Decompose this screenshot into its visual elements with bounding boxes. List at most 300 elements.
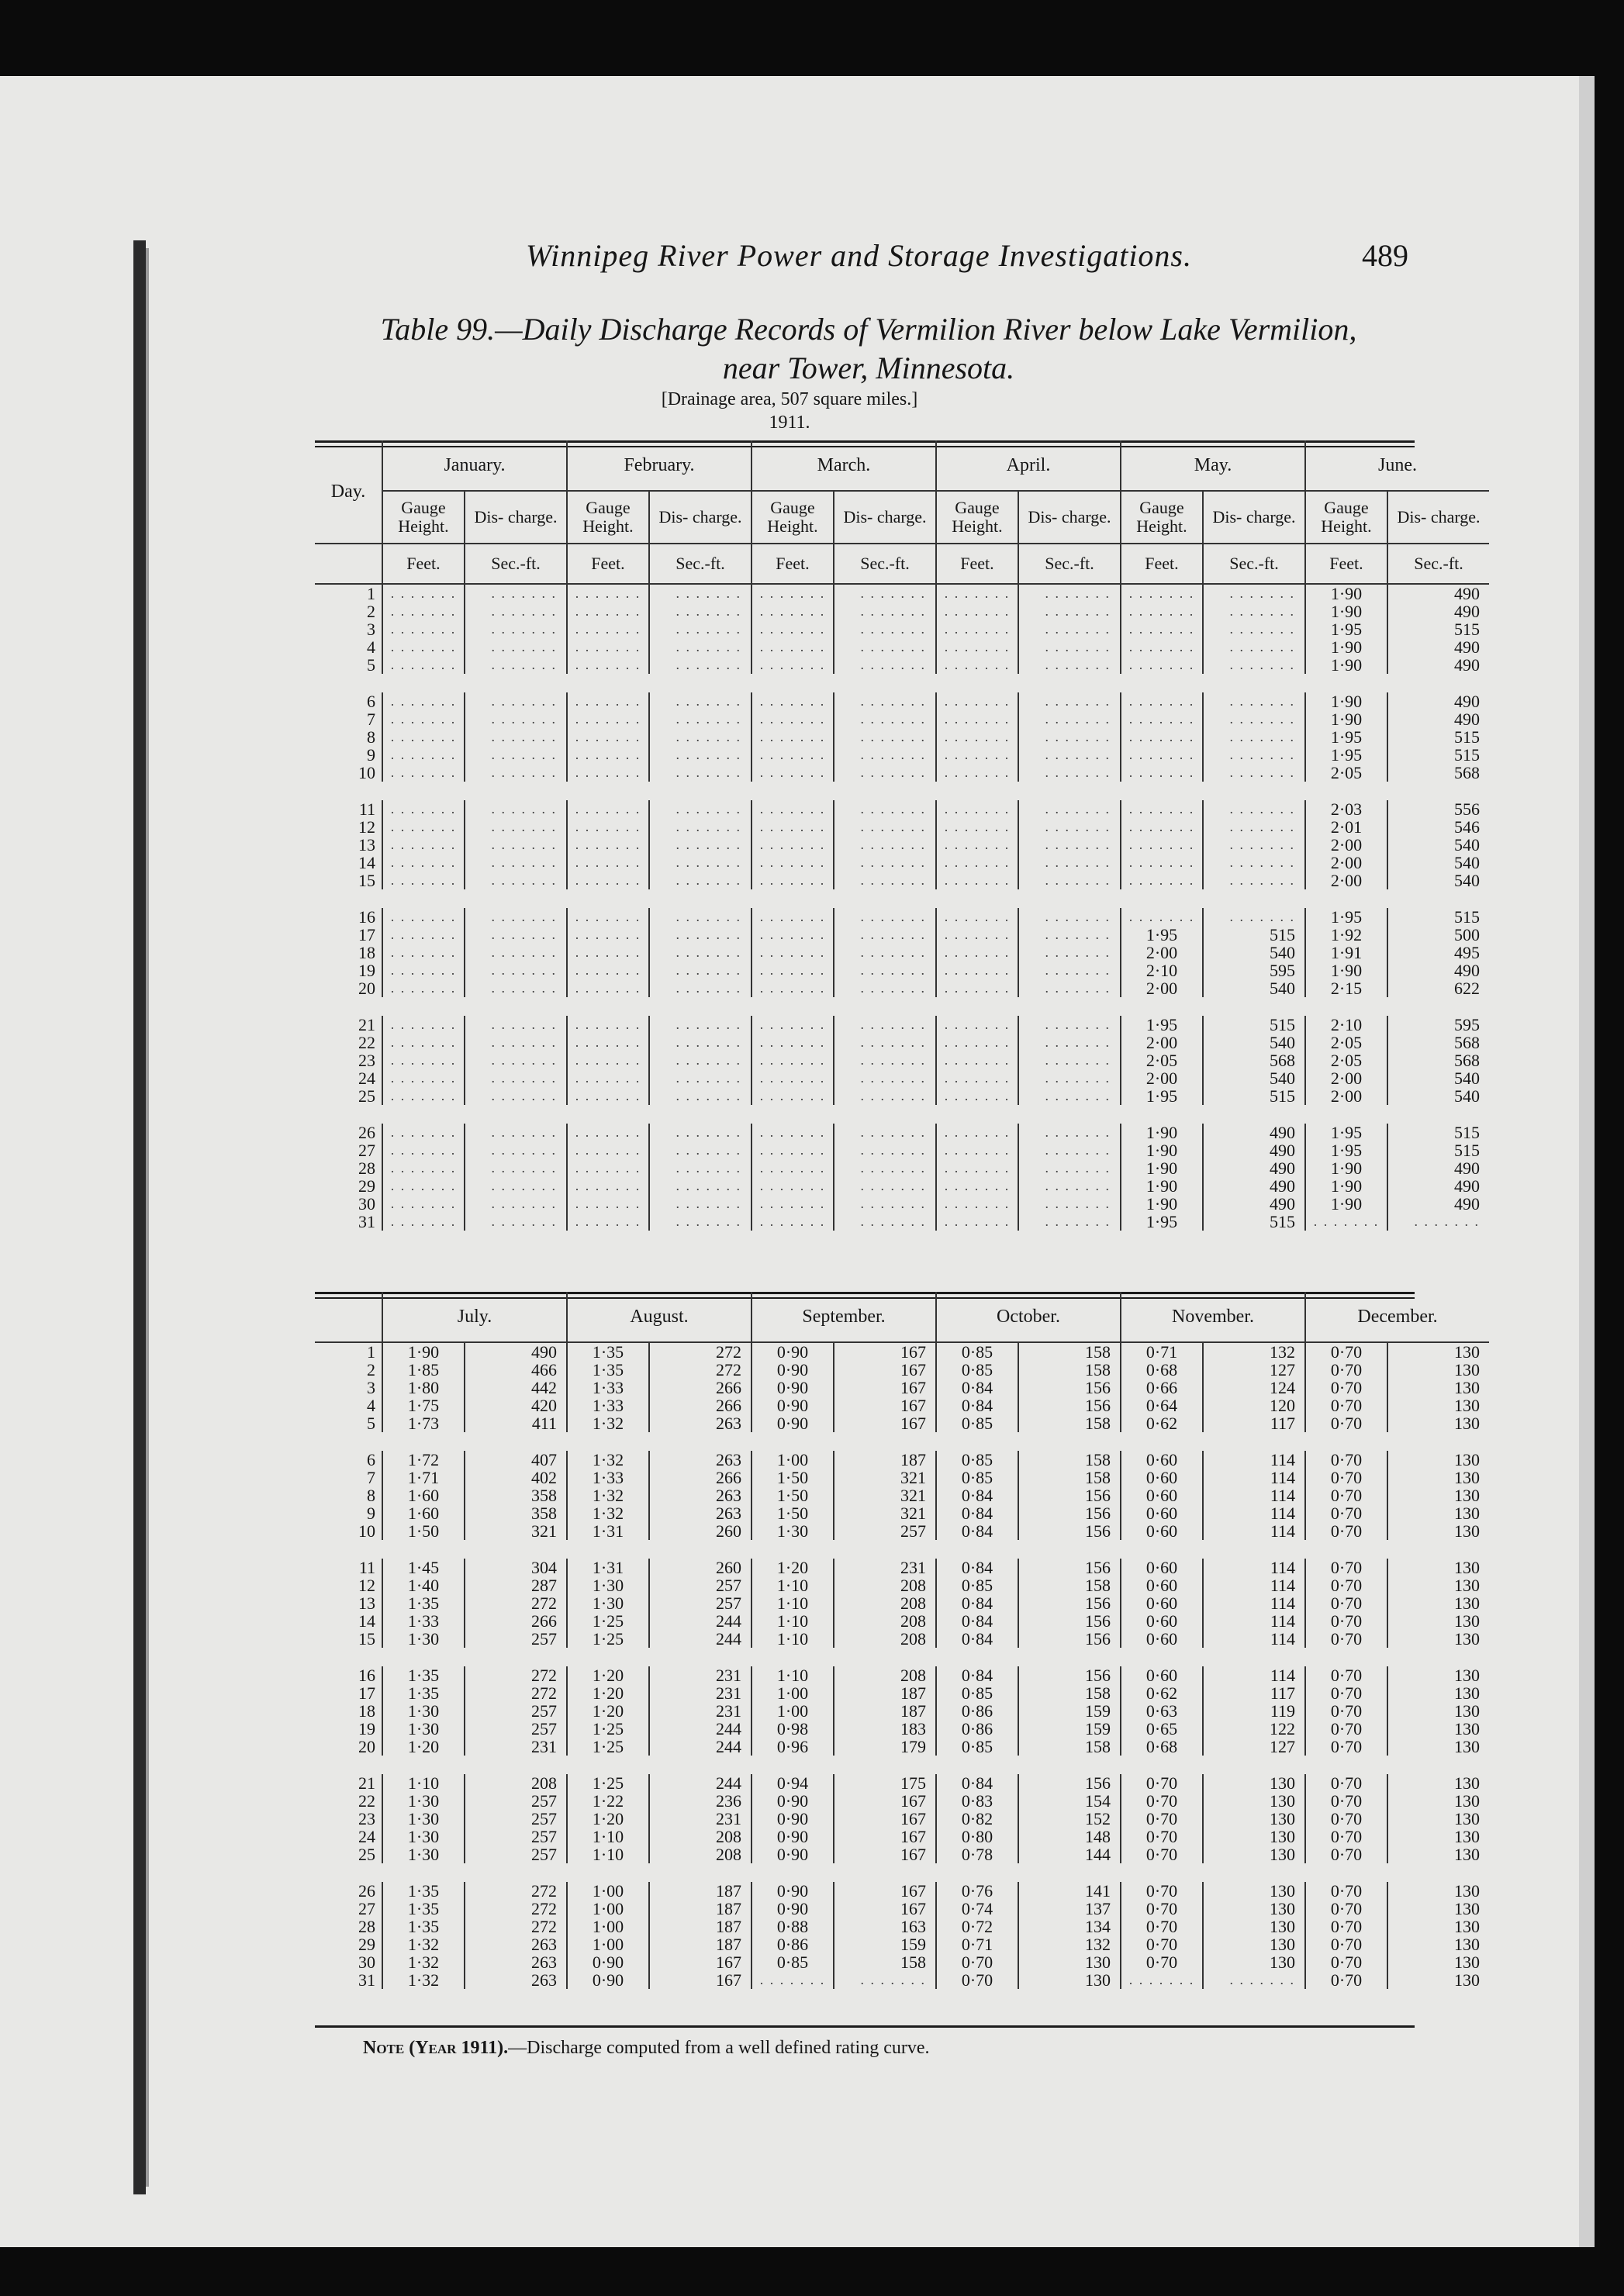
- discharge-cell: . . . . . . .: [1018, 1141, 1121, 1159]
- gauge-height-cell: . . . . . . .: [752, 764, 834, 782]
- gauge-height-cell: . . . . . . .: [382, 944, 465, 962]
- discharge-cell: . . . . . . .: [834, 764, 936, 782]
- discharge-cell: . . . . . . .: [1018, 656, 1121, 674]
- discharge-cell: 130: [1387, 1828, 1489, 1845]
- gauge-height-cell: . . . . . . .: [936, 710, 1018, 728]
- discharge-cell: . . . . . . .: [465, 944, 567, 962]
- feet-unit: Feet.: [382, 544, 465, 584]
- day-number: 28: [358, 1917, 375, 1936]
- discharge-cell: 130: [1203, 1828, 1305, 1845]
- discharge-cell: 187: [834, 1702, 936, 1720]
- gauge-height-cell: 2·03: [1305, 800, 1387, 818]
- discharge-cell: 244: [649, 1738, 752, 1756]
- gauge-height-cell: . . . . . . .: [382, 1141, 465, 1159]
- gauge-height-cell: 0·70: [1305, 1900, 1387, 1918]
- row-gap: [315, 1540, 1489, 1559]
- discharge-cell: . . . . . . .: [1018, 854, 1121, 872]
- secft-unit: Sec.-ft.: [649, 544, 752, 584]
- row-gap-cell: [315, 889, 1489, 908]
- gauge-height-cell: . . . . . . .: [1121, 908, 1203, 926]
- day-number: 5: [367, 655, 375, 675]
- gauge-height-cell: . . . . . . .: [1121, 872, 1203, 889]
- gauge-height-cell: . . . . . . .: [752, 692, 834, 710]
- gauge-height-cell: . . . . . . .: [936, 979, 1018, 997]
- gauge-height-cell: 1·25: [567, 1738, 649, 1756]
- gauge-height-cell: 0·70: [1305, 1918, 1387, 1935]
- discharge-cell: . . . . . . .: [1203, 746, 1305, 764]
- gauge-height-cell: 1·32: [382, 1971, 465, 1989]
- discharge-cell: 257: [465, 1630, 567, 1648]
- discharge-cell: . . . . . . .: [649, 818, 752, 836]
- gauge-height-cell: . . . . . . .: [382, 638, 465, 656]
- gauge-height-cell: . . . . . . .: [382, 836, 465, 854]
- discharge-cell: . . . . . . .: [1018, 1177, 1121, 1195]
- gauge-height-cell: 0·64: [1121, 1397, 1203, 1414]
- discharge-cell: . . . . . . .: [1203, 872, 1305, 889]
- gauge-height-cell: . . . . . . .: [752, 962, 834, 979]
- month-header: December.: [1305, 1292, 1489, 1342]
- discharge-cell: 515: [1387, 746, 1489, 764]
- gauge-height-cell: 0·84: [936, 1486, 1018, 1504]
- day-number: 31: [358, 1970, 375, 1990]
- gauge-height-cell: . . . . . . .: [1121, 656, 1203, 674]
- gauge-height-cell: . . . . . . .: [382, 1124, 465, 1141]
- book-spine: [133, 240, 146, 2194]
- discharge-cell: . . . . . . .: [1203, 620, 1305, 638]
- gauge-height-cell: . . . . . . .: [1121, 764, 1203, 782]
- gauge-height-cell: 1·90: [1305, 962, 1387, 979]
- gauge-height-cell: . . . . . . .: [752, 926, 834, 944]
- gauge-height-cell: 0·90: [752, 1361, 834, 1379]
- gauge-height-cell: 0·63: [1121, 1702, 1203, 1720]
- discharge-cell: 158: [1018, 1451, 1121, 1469]
- row-gap: [315, 1863, 1489, 1882]
- discharge-cell: 257: [465, 1845, 567, 1863]
- discharge-header: Dis- charge.: [649, 491, 752, 544]
- discharge-cell: 167: [834, 1414, 936, 1432]
- discharge-cell: 466: [465, 1361, 567, 1379]
- table-row: [315, 1720, 1489, 1738]
- day-number: 17: [358, 1683, 375, 1703]
- gauge-height-cell: 0·85: [936, 1469, 1018, 1486]
- gauge-height-cell: 0·94: [752, 1774, 834, 1792]
- discharge-cell: . . . . . . .: [1018, 818, 1121, 836]
- gauge-height-header: Gauge Height.: [382, 491, 465, 544]
- day-number: 20: [358, 1737, 375, 1756]
- gauge-height-cell: 1·00: [567, 1882, 649, 1900]
- gauge-height-cell: . . . . . . .: [936, 1087, 1018, 1105]
- gauge-height-cell: 0·60: [1121, 1594, 1203, 1612]
- gauge-height-cell: 1·20: [567, 1666, 649, 1684]
- gauge-height-cell: 0·70: [1305, 1594, 1387, 1612]
- table-year: 1911.: [769, 413, 810, 433]
- discharge-cell: . . . . . . .: [834, 620, 936, 638]
- gauge-height-cell: . . . . . . .: [752, 1177, 834, 1195]
- gauge-height-cell: . . . . . . .: [382, 1051, 465, 1069]
- discharge-cell: 130: [1387, 1666, 1489, 1684]
- discharge-cell: 490: [1203, 1177, 1305, 1195]
- gauge-height-cell: . . . . . . .: [567, 800, 649, 818]
- bottom-rule: [315, 2025, 1415, 2028]
- gauge-height-cell: . . . . . . .: [936, 818, 1018, 836]
- row-gap-cell: [315, 1648, 1489, 1666]
- month-header: June.: [1305, 440, 1489, 491]
- discharge-cell: 130: [1387, 1361, 1489, 1379]
- gauge-height-cell: 2·00: [1121, 944, 1203, 962]
- page-number: 489: [1362, 238, 1408, 273]
- row-gap-cell: [315, 674, 1489, 692]
- table-row: [315, 908, 1489, 926]
- gauge-height-cell: . . . . . . .: [936, 1016, 1018, 1034]
- gauge-height-cell: . . . . . . .: [752, 1971, 834, 1989]
- gauge-height-cell: . . . . . . .: [567, 1141, 649, 1159]
- table-row: [315, 1828, 1489, 1845]
- discharge-cell: . . . . . . .: [465, 1051, 567, 1069]
- gauge-height-cell: 1·00: [752, 1684, 834, 1702]
- gauge-height-cell: 2·00: [1305, 872, 1387, 889]
- gauge-height-cell: 1·32: [567, 1414, 649, 1432]
- discharge-cell: . . . . . . .: [834, 1087, 936, 1105]
- gauge-height-cell: 1·10: [752, 1576, 834, 1594]
- discharge-cell: . . . . . . .: [465, 908, 567, 926]
- gauge-height-cell: . . . . . . .: [382, 620, 465, 638]
- discharge-cell: 114: [1203, 1594, 1305, 1612]
- discharge-cell: 595: [1203, 962, 1305, 979]
- discharge-cell: 490: [1387, 962, 1489, 979]
- gauge-height-cell: 0·98: [752, 1720, 834, 1738]
- discharge-cell: 167: [834, 1397, 936, 1414]
- gauge-height-cell: 0·71: [936, 1935, 1018, 1953]
- table-row: [315, 1141, 1489, 1159]
- gauge-height-cell: . . . . . . .: [752, 656, 834, 674]
- gauge-height-cell: 0·86: [936, 1720, 1018, 1738]
- gauge-height-cell: 1·90: [1305, 638, 1387, 656]
- gauge-height-cell: . . . . . . .: [752, 1195, 834, 1213]
- discharge-cell: 540: [1387, 1069, 1489, 1087]
- discharge-cell: . . . . . . .: [834, 602, 936, 620]
- discharge-cell: 231: [649, 1684, 752, 1702]
- gauge-height-cell: 1·30: [382, 1792, 465, 1810]
- note-label: Note (Year 1911).: [363, 2038, 509, 2058]
- discharge-cell: 130: [1387, 1935, 1489, 1953]
- discharge-cell: . . . . . . .: [465, 692, 567, 710]
- discharge-cell: 321: [834, 1504, 936, 1522]
- discharge-cell: . . . . . . .: [1018, 926, 1121, 944]
- table-row: [315, 728, 1489, 746]
- gauge-height-cell: 1·60: [382, 1504, 465, 1522]
- gauge-height-cell: 0·70: [1305, 1379, 1387, 1397]
- discharge-header: Dis- charge.: [1387, 491, 1489, 544]
- table-row: [315, 638, 1489, 656]
- discharge-cell: 152: [1018, 1810, 1121, 1828]
- gauge-height-cell: . . . . . . .: [752, 746, 834, 764]
- discharge-cell: 167: [834, 1845, 936, 1863]
- gauge-height-cell: 0·70: [1305, 1684, 1387, 1702]
- gauge-height-cell: 1·30: [382, 1810, 465, 1828]
- secft-unit: Sec.-ft.: [1387, 544, 1489, 584]
- gauge-height-cell: 1·95: [1305, 1124, 1387, 1141]
- discharge-cell: 156: [1018, 1504, 1121, 1522]
- discharge-cell: 490: [1387, 1159, 1489, 1177]
- gauge-height-cell: . . . . . . .: [382, 746, 465, 764]
- table-row: [315, 800, 1489, 818]
- note-text: —Discharge computed from a well defined rating curve.: [508, 2038, 930, 2058]
- lower-discharge-table: [315, 1292, 1489, 1989]
- gauge-height-cell: 1·20: [382, 1738, 465, 1756]
- day-number: 8: [367, 1486, 375, 1505]
- discharge-cell: 114: [1203, 1451, 1305, 1469]
- gauge-height-cell: 0·85: [936, 1361, 1018, 1379]
- discharge-cell: 130: [1387, 1971, 1489, 1989]
- day-number: 9: [367, 745, 375, 765]
- discharge-cell: 321: [465, 1522, 567, 1540]
- discharge-cell: . . . . . . .: [834, 1195, 936, 1213]
- gauge-height-cell: . . . . . . .: [752, 1069, 834, 1087]
- discharge-cell: . . . . . . .: [834, 836, 936, 854]
- discharge-cell: 263: [649, 1451, 752, 1469]
- table-row: [315, 1504, 1489, 1522]
- gauge-height-cell: . . . . . . .: [1121, 818, 1203, 836]
- discharge-cell: . . . . . . .: [465, 1034, 567, 1051]
- discharge-cell: 114: [1203, 1469, 1305, 1486]
- discharge-cell: 167: [834, 1882, 936, 1900]
- gauge-height-cell: 0·71: [1121, 1342, 1203, 1361]
- gauge-height-cell: . . . . . . .: [382, 602, 465, 620]
- discharge-cell: 515: [1387, 1124, 1489, 1141]
- discharge-cell: . . . . . . .: [1018, 1159, 1121, 1177]
- day-number: 6: [367, 692, 375, 711]
- gauge-height-cell: 1·31: [567, 1522, 649, 1540]
- day-number: 18: [358, 943, 375, 962]
- discharge-cell: 158: [1018, 1738, 1121, 1756]
- gauge-height-cell: 1·32: [567, 1451, 649, 1469]
- discharge-cell: . . . . . . .: [649, 908, 752, 926]
- table-row: [315, 1034, 1489, 1051]
- discharge-cell: . . . . . . .: [1203, 692, 1305, 710]
- table-row: [315, 1971, 1489, 1989]
- discharge-cell: 263: [465, 1953, 567, 1971]
- discharge-cell: 490: [465, 1342, 567, 1361]
- discharge-cell: 490: [1387, 1195, 1489, 1213]
- gauge-height-cell: 2·00: [1305, 854, 1387, 872]
- discharge-cell: 540: [1203, 1069, 1305, 1087]
- discharge-cell: 130: [1387, 1397, 1489, 1414]
- discharge-cell: 257: [465, 1702, 567, 1720]
- gauge-height-cell: 2·10: [1305, 1016, 1387, 1034]
- gauge-height-cell: . . . . . . .: [567, 818, 649, 836]
- discharge-cell: . . . . . . .: [1018, 710, 1121, 728]
- page-edge: [1579, 76, 1595, 2247]
- gauge-height-cell: 1·90: [1121, 1141, 1203, 1159]
- gauge-height-cell: . . . . . . .: [752, 800, 834, 818]
- discharge-cell: 231: [834, 1559, 936, 1576]
- discharge-cell: . . . . . . .: [1018, 962, 1121, 979]
- day-number: 3: [367, 620, 375, 639]
- gauge-height-cell: 0·66: [1121, 1379, 1203, 1397]
- discharge-cell: 130: [1387, 1559, 1489, 1576]
- discharge-cell: 442: [465, 1379, 567, 1397]
- table-row: [315, 1469, 1489, 1486]
- discharge-cell: 208: [834, 1666, 936, 1684]
- gauge-height-cell: 0·83: [936, 1792, 1018, 1810]
- gauge-height-cell: 1·80: [382, 1379, 465, 1397]
- discharge-cell: . . . . . . .: [649, 979, 752, 997]
- day-number: 21: [358, 1773, 375, 1793]
- discharge-cell: 272: [465, 1594, 567, 1612]
- gauge-height-cell: 0·70: [1305, 1953, 1387, 1971]
- discharge-cell: . . . . . . .: [649, 962, 752, 979]
- discharge-cell: 411: [465, 1414, 567, 1432]
- discharge-cell: 321: [834, 1469, 936, 1486]
- table-row: [315, 1522, 1489, 1540]
- gauge-height-cell: 0·70: [1121, 1918, 1203, 1935]
- discharge-cell: 114: [1203, 1666, 1305, 1684]
- discharge-cell: 515: [1387, 620, 1489, 638]
- table-row: [315, 1845, 1489, 1863]
- discharge-cell: . . . . . . .: [1203, 710, 1305, 728]
- gauge-height-cell: 1·10: [567, 1845, 649, 1863]
- gauge-height-cell: 0·60: [1121, 1504, 1203, 1522]
- discharge-cell: 420: [465, 1397, 567, 1414]
- discharge-cell: 167: [834, 1810, 936, 1828]
- gauge-height-cell: 0·90: [752, 1845, 834, 1863]
- discharge-cell: . . . . . . .: [649, 746, 752, 764]
- gauge-height-header: Gauge Height.: [1121, 491, 1203, 544]
- table-row: [315, 962, 1489, 979]
- gauge-height-cell: . . . . . . .: [752, 836, 834, 854]
- gauge-height-cell: 1·35: [382, 1666, 465, 1684]
- gauge-height-cell: . . . . . . .: [936, 944, 1018, 962]
- discharge-cell: . . . . . . .: [649, 602, 752, 620]
- discharge-cell: 130: [1387, 1774, 1489, 1792]
- gauge-height-header: Gauge Height.: [1305, 491, 1387, 544]
- gauge-height-cell: 0·70: [1305, 1397, 1387, 1414]
- discharge-cell: 263: [649, 1486, 752, 1504]
- gauge-height-header: Gauge Height.: [567, 491, 649, 544]
- month-header: August.: [567, 1292, 752, 1342]
- feet-unit: Feet.: [936, 544, 1018, 584]
- table-row: [315, 602, 1489, 620]
- gauge-height-cell: 0·70: [1305, 1559, 1387, 1576]
- gauge-height-cell: 1·35: [382, 1900, 465, 1918]
- day-number: 23: [358, 1809, 375, 1828]
- discharge-cell: . . . . . . .: [649, 926, 752, 944]
- gauge-height-cell: 0·70: [1305, 1882, 1387, 1900]
- discharge-cell: 321: [834, 1486, 936, 1504]
- table-row: [315, 692, 1489, 710]
- day-number: 30: [358, 1194, 375, 1214]
- day-number: 22: [358, 1791, 375, 1811]
- gauge-height-cell: . . . . . . .: [936, 962, 1018, 979]
- gauge-height-cell: 2·15: [1305, 979, 1387, 997]
- gauge-height-cell: 0·86: [752, 1935, 834, 1953]
- discharge-cell: 127: [1203, 1738, 1305, 1756]
- gauge-height-cell: 0·84: [936, 1666, 1018, 1684]
- gauge-height-cell: 1·20: [752, 1559, 834, 1576]
- row-gap: [315, 997, 1489, 1016]
- discharge-cell: 130: [1387, 1918, 1489, 1935]
- gauge-height-cell: . . . . . . .: [752, 944, 834, 962]
- discharge-cell: . . . . . . .: [465, 1177, 567, 1195]
- gauge-height-cell: 1·32: [382, 1953, 465, 1971]
- table-title-line-1: Table 99.—Daily Discharge Records of Vermilion River below Lake Vermilion,: [380, 312, 1357, 347]
- discharge-cell: 158: [1018, 1414, 1121, 1432]
- discharge-cell: 156: [1018, 1486, 1121, 1504]
- gauge-height-cell: 0·84: [936, 1559, 1018, 1576]
- discharge-cell: 114: [1203, 1522, 1305, 1540]
- discharge-cell: . . . . . . .: [1018, 746, 1121, 764]
- discharge-cell: 515: [1203, 1016, 1305, 1034]
- discharge-cell: 263: [649, 1504, 752, 1522]
- discharge-cell: . . . . . . .: [834, 962, 936, 979]
- discharge-cell: 490: [1387, 692, 1489, 710]
- gauge-height-cell: . . . . . . .: [936, 728, 1018, 746]
- discharge-cell: . . . . . . .: [465, 1195, 567, 1213]
- book-spine-edge: [146, 248, 149, 2187]
- discharge-cell: 490: [1387, 656, 1489, 674]
- discharge-cell: . . . . . . .: [1387, 1213, 1489, 1231]
- gauge-height-cell: . . . . . . .: [1121, 728, 1203, 746]
- discharge-cell: 515: [1203, 1087, 1305, 1105]
- gauge-height-cell: 0·90: [567, 1971, 649, 1989]
- gauge-height-cell: 1·10: [752, 1666, 834, 1684]
- discharge-cell: . . . . . . .: [834, 1051, 936, 1069]
- gauge-height-cell: 0·70: [1121, 1900, 1203, 1918]
- discharge-cell: 490: [1203, 1141, 1305, 1159]
- day-number: 11: [358, 1558, 375, 1577]
- gauge-height-cell: 1·35: [382, 1882, 465, 1900]
- discharge-cell: 358: [465, 1504, 567, 1522]
- discharge-cell: 156: [1018, 1666, 1121, 1684]
- gauge-height-cell: . . . . . . .: [936, 638, 1018, 656]
- gauge-height-cell: 1·35: [382, 1684, 465, 1702]
- gauge-height-cell: 1·30: [382, 1720, 465, 1738]
- gauge-height-cell: 1·90: [1305, 656, 1387, 674]
- discharge-cell: 130: [1387, 1486, 1489, 1504]
- gauge-height-cell: . . . . . . .: [936, 1213, 1018, 1231]
- day-number: 27: [358, 1141, 375, 1160]
- discharge-cell: . . . . . . .: [834, 908, 936, 926]
- discharge-cell: 130: [1387, 1612, 1489, 1630]
- discharge-cell: . . . . . . .: [649, 1051, 752, 1069]
- gauge-height-cell: 1·31: [567, 1559, 649, 1576]
- discharge-cell: 263: [465, 1971, 567, 1989]
- discharge-cell: 114: [1203, 1576, 1305, 1594]
- table-row: [315, 1213, 1489, 1231]
- table-row: [315, 1159, 1489, 1177]
- gauge-height-cell: . . . . . . .: [567, 1087, 649, 1105]
- discharge-cell: 540: [1387, 872, 1489, 889]
- discharge-cell: . . . . . . .: [465, 979, 567, 997]
- gauge-height-cell: 0·70: [1305, 1792, 1387, 1810]
- day-number: 19: [358, 961, 375, 980]
- row-gap-cell: [315, 1432, 1489, 1451]
- row-gap: [315, 674, 1489, 692]
- gauge-height-cell: 0·60: [1121, 1451, 1203, 1469]
- discharge-cell: 187: [834, 1684, 936, 1702]
- discharge-cell: 495: [1387, 944, 1489, 962]
- day-number: 16: [358, 1666, 375, 1685]
- discharge-cell: 266: [649, 1379, 752, 1397]
- gauge-height-cell: . . . . . . .: [567, 944, 649, 962]
- discharge-cell: 141: [1018, 1882, 1121, 1900]
- discharge-cell: . . . . . . .: [465, 800, 567, 818]
- discharge-cell: 159: [834, 1935, 936, 1953]
- discharge-cell: 568: [1387, 764, 1489, 782]
- table-row: [315, 1684, 1489, 1702]
- gauge-height-cell: . . . . . . .: [936, 602, 1018, 620]
- discharge-cell: . . . . . . .: [834, 584, 936, 602]
